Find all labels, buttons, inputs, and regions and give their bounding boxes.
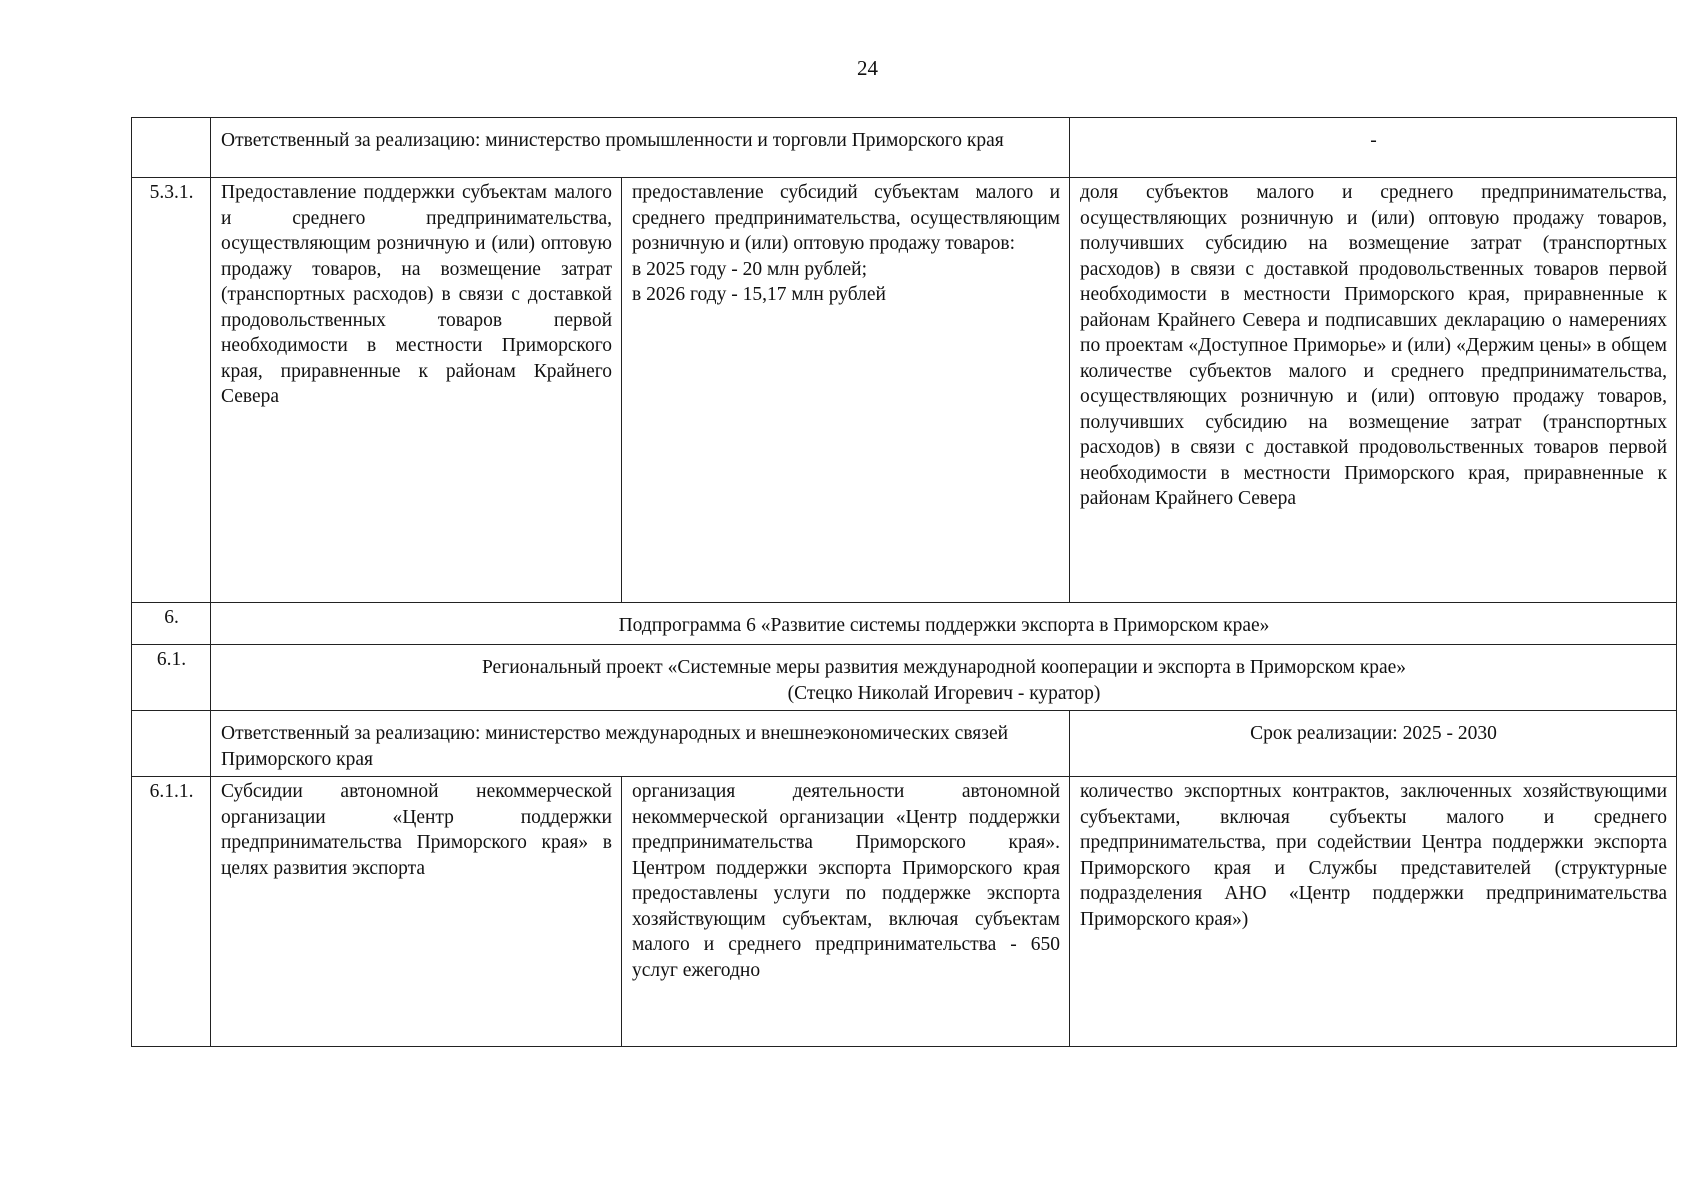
term-cell: - — [1070, 118, 1677, 178]
measure-name-cell: Субсидии автономной некоммерческой организации «Центр поддержки предпринимательства Приморского края» в целях развития экспорта — [211, 777, 622, 1047]
project-title-cell — [211, 645, 1677, 711]
table-row — [132, 118, 1677, 178]
row-number-cell — [132, 118, 211, 178]
result-cell: организация деятельности автономной некоммерческой организации «Центр поддержки предпринимательства Приморского края». Центром поддержки экспорта Приморского края предоставлены услуги по поддержке экспорта хозяйствующим субъектам, включая субъектам малого и среднего предпринимательства - 650 услуг ежегодно — [622, 777, 1070, 1047]
page-number: 24 — [857, 56, 878, 80]
responsible-cell: Ответственный за реализацию: министерство промышленности и торговли Приморского края — [211, 118, 1070, 178]
program-table — [131, 117, 1677, 1047]
indicator-cell: доля субъектов малого и среднего предпринимательства, осуществляющих розничную и (или) оптовую продажу товаров, получивших субсидию на возмещение затрат (транспортных расходов) в связи с доставкой продовольственных товаров первой необходимости в местности Приморского края, приравненные к районам Крайнего Севера и подписавших декларацию о намерениях по проектам «Доступное Приморье» и (или) «Держим цены» в общем количестве субъектов малого и среднего предпринимательства, осуществляющих розничную и (или) оптовую продажу товаров, получивших субсидию на возмещение затрат (транспортных расходов) в связи с доставкой продовольственных товаров первой необходимости в местности Приморского края, приравненные к районам Крайнего Севера — [1070, 178, 1677, 603]
table-row — [132, 178, 1677, 603]
responsible-cell: Ответственный за реализацию: министерство международных и внешнеэкономических связей Приморского края — [211, 711, 1070, 777]
result-main-text: предоставление субсидий субъектам малого и среднего предпринимательства, осуществляющим розничную и (или) оптовую продажу товаров: — [632, 182, 1061, 254]
row-number-cell: 6.1. — [132, 645, 211, 711]
indicator-cell: количество экспортных контрактов, заключенных хозяйствующими субъектами, включая субъекты малого и среднего предпринимательства, при содействии Центра поддержки экспорта Приморского края и Службы представителей (структурные подразделения АНО «Центр поддержки предпринимательства Приморского края») — [1070, 777, 1677, 1047]
result-line-2026: в 2026 году - 15,17 млн рублей — [632, 284, 886, 305]
table-row — [132, 711, 1677, 777]
project-curator: (Стецко Николай Игоревич - куратор) — [787, 682, 1101, 704]
result-line-2025: в 2025 году - 20 млн рублей; — [632, 258, 867, 280]
measure-name-cell: Предоставление поддержки субъектам малого и среднего предпринимательства, осуществляющим розничную и (или) оптовую продажу товаров, на возмещение затрат (транспортных расходов) в связи с доставкой продовольственных товаров первой необходимости в местности Приморского края, приравненные к районам Крайнего Севера — [211, 178, 622, 603]
subprogram-title-cell: Подпрограмма 6 «Развитие системы поддержки экспорта в Приморском крае» — [211, 603, 1677, 645]
row-number-cell: 6.1.1. — [132, 777, 211, 1047]
row-number-cell: 6. — [132, 603, 211, 645]
table-row — [132, 777, 1677, 1047]
term-cell: Срок реализации: 2025 - 2030 — [1070, 711, 1677, 777]
result-cell — [622, 178, 1070, 603]
project-title: Региональный проект «Системные меры развития международной кооперации и экспорта в Приморском крае» — [481, 657, 1407, 678]
table-row — [132, 603, 1677, 645]
row-number-cell — [132, 711, 211, 777]
row-number-cell: 5.3.1. — [132, 178, 211, 603]
table-row — [132, 645, 1677, 711]
